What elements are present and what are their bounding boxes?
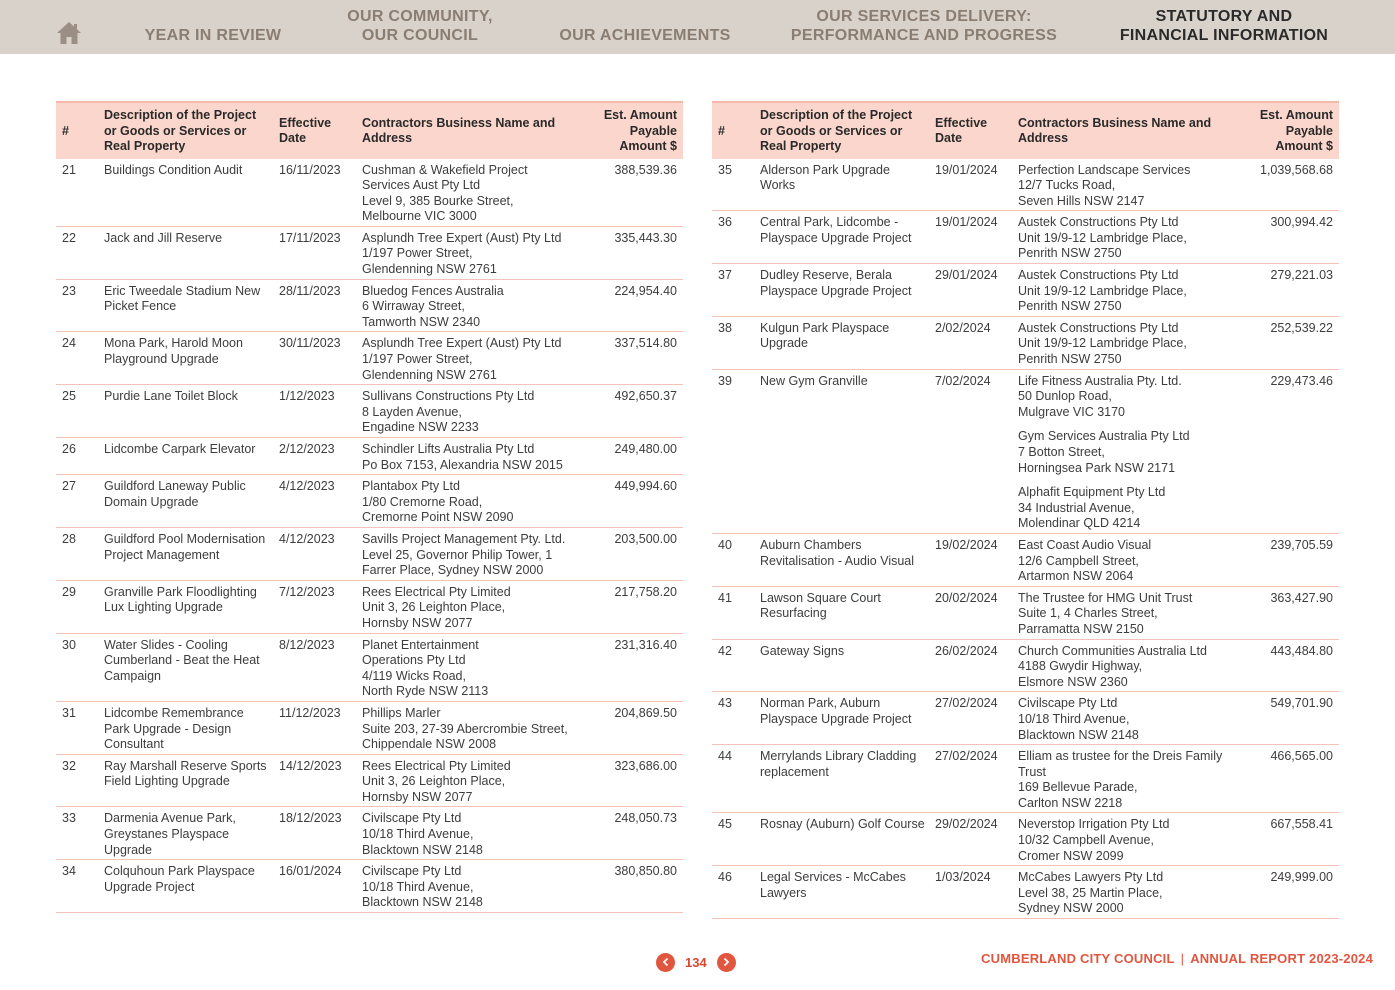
table-row <box>712 316 1339 369</box>
contractor-entry: Neverstop Irrigation Pty Ltd 10/32 Campbell Avenue, Cromer NSW 2099 <box>1018 817 1170 863</box>
row-date: 27/02/2024 <box>935 749 998 764</box>
table-row <box>56 701 683 754</box>
header-num: # <box>62 123 69 138</box>
pagination <box>656 952 736 972</box>
row-number: 29 <box>62 584 76 599</box>
row-date: 14/12/2023 <box>279 758 342 773</box>
contracts-table-right <box>712 101 1339 919</box>
row-amount: 1,039,568.68 <box>1260 162 1333 177</box>
row-date: 2/02/2024 <box>935 320 991 335</box>
row-amount: 231,316.40 <box>614 637 677 652</box>
row-contractors <box>356 754 588 807</box>
row-number: 27 <box>62 479 76 494</box>
chevron-right-icon[interactable] <box>717 953 736 972</box>
contractor-entry: Asplundh Tree Expert (Aust) Pty Ltd 1/197 Power Street, Glendenning NSW 2761 <box>362 336 562 382</box>
row-date: 20/02/2024 <box>935 590 998 605</box>
row-description: Lidcombe Carpark Elevator <box>104 442 256 456</box>
row-date: 19/02/2024 <box>935 537 998 552</box>
row-amount: 279,221.03 <box>1270 268 1333 283</box>
nav-tab-year-in-review[interactable]: YEAR IN REVIEW <box>144 27 282 44</box>
row-description: Buildings Condition Audit <box>104 162 243 177</box>
table-row <box>56 580 683 633</box>
contractor-entry: Church Communities Australia Ltd 4188 Gwydir Highway, Elsmore NSW 2360 <box>1018 643 1207 689</box>
row-number: 33 <box>62 811 76 826</box>
top-navigation <box>0 0 1395 54</box>
table-row <box>56 279 683 332</box>
row-contractors <box>356 633 588 701</box>
row-contractors <box>1012 866 1244 919</box>
table-header-row <box>56 102 683 159</box>
row-description: Legal Services - McCabes Lawyers <box>760 870 906 900</box>
row-amount: 229,473.46 <box>1270 373 1333 388</box>
table-row <box>56 633 683 701</box>
row-number: 34 <box>62 864 76 879</box>
row-contractors <box>1012 745 1244 813</box>
row-date: 27/02/2024 <box>935 696 998 711</box>
table-row <box>712 866 1339 919</box>
row-number: 36 <box>718 215 732 230</box>
row-contractors <box>356 701 588 754</box>
row-contractors <box>356 385 588 438</box>
row-amount: 224,954.40 <box>614 283 677 298</box>
table-row <box>56 527 683 580</box>
contracts-table-left <box>56 101 683 913</box>
contractor-entry: Life Fitness Australia Pty. Ltd. 50 Dunlop Road, Mulgrave VIC 3170 <box>1018 373 1182 419</box>
row-date: 18/12/2023 <box>279 811 342 826</box>
row-date: 16/11/2023 <box>279 162 341 177</box>
contractor-entry: Schindler Lifts Australia Pty Ltd Po Box 7153, Alexandria NSW 2015 <box>362 442 563 472</box>
table-row <box>712 533 1339 586</box>
row-description: Alderson Park Upgrade Works <box>760 162 890 193</box>
row-description: Guildford Laneway Public Domain Upgrade <box>104 479 246 509</box>
row-date: 28/11/2023 <box>279 283 341 298</box>
row-description: Rosnay (Auburn) Golf Course <box>760 817 925 832</box>
table-row <box>56 159 683 227</box>
row-amount: 217,758.20 <box>614 584 677 599</box>
row-amount: 363,427.90 <box>1270 590 1333 605</box>
row-description: Mona Park, Harold Moon Playground Upgrade <box>104 336 243 367</box>
contractor-entry: Savills Project Management Pty. Ltd. Level 25, Governor Philip Tower, 1 Farrer Place, Sydney NSW 2000 <box>362 531 566 578</box>
row-contractors <box>1012 211 1244 264</box>
row-amount: 300,994.42 <box>1270 215 1333 230</box>
row-description: Purdie Lane Toilet Block <box>104 389 238 404</box>
home-icon[interactable] <box>56 20 82 46</box>
row-number: 45 <box>718 817 732 832</box>
row-contractors <box>1012 159 1244 211</box>
row-date: 29/02/2024 <box>935 817 998 832</box>
council-name: CUMBERLAND CITY COUNCIL <box>981 951 1175 966</box>
row-date: 2/12/2023 <box>279 442 335 456</box>
nav-tab-statutory-financial[interactable]: STATUTORY AND FINANCIAL INFORMATION <box>1119 8 1329 44</box>
row-description: Ray Marshall Reserve Sports Field Lighting Upgrade <box>104 758 267 789</box>
row-description: Gateway Signs <box>760 643 845 658</box>
row-number: 22 <box>62 230 76 245</box>
table-row <box>712 264 1339 317</box>
row-description: Granville Park Floodlighting Lux Lighting Upgrade <box>104 584 257 615</box>
contractor-entry: Perfection Landscape Services 12/7 Tucks Road, Seven Hills NSW 2147 <box>1018 162 1191 208</box>
header-description: Description of the Project or Goods or Services or Real Property <box>104 108 257 153</box>
row-amount: 204,869.50 <box>614 705 677 720</box>
row-number: 24 <box>62 336 76 351</box>
row-amount: 249,480.00 <box>614 442 677 456</box>
row-contractors <box>1012 692 1244 745</box>
table-row <box>712 369 1339 533</box>
contractor-entry: Civilscape Pty Ltd 10/18 Third Avenue, Blacktown NSW 2148 <box>362 811 483 857</box>
row-number: 41 <box>718 590 732 605</box>
row-description: Auburn Chambers Revitalisation - Audio Visual <box>760 537 915 568</box>
contractor-entry: Phillips Marler Suite 203, 27-39 Abercrombie Street, Chippendale NSW 2008 <box>362 705 568 752</box>
row-contractors <box>356 860 588 913</box>
contractor-entry: Austek Constructions Pty Ltd Unit 19/9-12 Lambridge Place, Penrith NSW 2750 <box>1018 268 1187 314</box>
row-date: 11/12/2023 <box>279 705 341 720</box>
row-description: Dudley Reserve, Berala Playspace Upgrade Project <box>760 268 912 298</box>
row-amount: 252,539.22 <box>1270 320 1333 335</box>
page-number: 134 <box>685 954 707 970</box>
row-contractors <box>1012 533 1244 586</box>
row-description: Lidcombe Remembrance Park Upgrade - Design Consultant <box>104 705 244 752</box>
row-number: 40 <box>718 537 732 552</box>
contractor-entry: Elliam as trustee for the Dreis Family Trust 169 Bellevue Parade, Carlton NSW 2218 <box>1018 749 1223 810</box>
row-date: 1/12/2023 <box>279 389 335 404</box>
contractor-entry: Gym Services Australia Pty Ltd 7 Botton Street, Horningsea Park NSW 2171 <box>1018 429 1190 475</box>
table-row <box>56 438 683 475</box>
row-date: 19/01/2024 <box>935 162 998 177</box>
row-contractors <box>356 580 588 633</box>
row-contractors <box>356 807 588 860</box>
row-amount: 203,500.00 <box>614 531 677 546</box>
table-row <box>712 639 1339 692</box>
row-description: Colquhoun Park Playspace Upgrade Project <box>104 864 255 894</box>
row-number: 30 <box>62 637 76 652</box>
table-row <box>56 807 683 860</box>
report-title: ANNUAL REPORT 2023-2024 <box>1190 951 1373 966</box>
contractor-entry: Civilscape Pty Ltd 10/18 Third Avenue, Blacktown NSW 2148 <box>1018 696 1139 742</box>
contractor-entry: Rees Electrical Pty Limited Unit 3, 26 Leighton Place, Hornsby NSW 2077 <box>362 584 511 630</box>
header-contractor: Contractors Business Name and Address <box>362 115 556 146</box>
row-number: 43 <box>718 696 732 711</box>
brand-separator: | <box>1180 951 1185 966</box>
table-row <box>56 475 683 528</box>
table-row <box>712 745 1339 813</box>
row-contractors <box>1012 369 1244 533</box>
contractor-entry: Civilscape Pty Ltd 10/18 Third Avenue, Blacktown NSW 2148 <box>362 864 483 910</box>
row-amount: 466,565.00 <box>1270 749 1333 764</box>
row-amount: 549,701.90 <box>1270 696 1333 711</box>
row-number: 37 <box>718 268 732 283</box>
row-date: 8/12/2023 <box>279 637 335 652</box>
row-amount: 335,443.30 <box>614 230 677 245</box>
row-number: 46 <box>718 870 732 885</box>
contractor-entry: McCabes Lawyers Pty Ltd Level 38, 25 Martin Place, Sydney NSW 2000 <box>1018 870 1164 916</box>
row-date: 29/01/2024 <box>935 268 998 283</box>
contractor-entry: Alphafit Equipment Pty Ltd 34 Industrial Avenue, Molendinar QLD 4214 <box>1018 485 1166 531</box>
header-contractor: Contractors Business Name and Address <box>1018 115 1212 146</box>
row-amount: 323,686.00 <box>614 758 677 773</box>
row-number: 28 <box>62 531 76 546</box>
contractor-entry: Cushman & Wakefield Project Services Aust Pty Ltd Level 9, 385 Bourke Street, Melbourne VIC 3000 <box>362 162 528 224</box>
contractor-entry: The Trustee for HMG Unit Trust Suite 1, 4 Charles Street, Parramatta NSW 2150 <box>1018 590 1193 636</box>
row-contractors <box>356 279 588 332</box>
contractor-entry: Rees Electrical Pty Limited Unit 3, 26 Leighton Place, Hornsby NSW 2077 <box>362 758 511 804</box>
row-contractors <box>356 226 588 279</box>
table-row <box>56 754 683 807</box>
table-header-row <box>712 102 1339 159</box>
row-amount: 380,850.80 <box>614 864 677 879</box>
contractor-entry: East Coast Audio Visual 12/6 Campbell Street, Artarmon NSW 2064 <box>1018 537 1152 584</box>
row-date: 1/03/2024 <box>935 870 991 885</box>
row-date: 26/02/2024 <box>935 643 998 658</box>
row-description: Eric Tweedale Stadium New Picket Fence <box>104 283 261 314</box>
row-number: 44 <box>718 749 732 764</box>
table-row <box>56 860 683 913</box>
header-date: Effective Date <box>935 115 988 146</box>
row-contractors <box>356 527 588 580</box>
row-amount: 388,539.36 <box>614 162 677 177</box>
row-number: 21 <box>62 162 76 177</box>
nav-tab-our-services-delivery[interactable]: OUR SERVICES DELIVERY: PERFORMANCE AND PROGRESS <box>790 8 1058 44</box>
row-date: 17/11/2023 <box>279 230 341 245</box>
row-number: 35 <box>718 162 732 177</box>
row-amount: 492,650.37 <box>614 389 677 404</box>
row-description: New Gym Granville <box>760 373 868 388</box>
row-date: 19/01/2024 <box>935 215 998 230</box>
row-contractors <box>356 332 588 385</box>
row-amount: 337,514.80 <box>614 336 677 351</box>
row-amount: 239,705.59 <box>1270 537 1333 552</box>
header-description: Description of the Project or Goods or Services or Real Property <box>760 108 913 153</box>
row-description: Kulgun Park Playspace Upgrade <box>760 320 890 351</box>
contractor-entry: Bluedog Fences Australia 6 Wirraway Street, Tamworth NSW 2340 <box>362 283 504 329</box>
row-number: 32 <box>62 758 76 773</box>
table-row <box>712 813 1339 866</box>
row-number: 38 <box>718 320 732 335</box>
contractor-entry: Plantabox Pty Ltd 1/80 Cremorne Road, Cremorne Point NSW 2090 <box>362 479 514 525</box>
nav-tab-our-community[interactable]: OUR COMMUNITY, OUR COUNCIL <box>347 8 493 44</box>
table-row <box>56 332 683 385</box>
row-contractors <box>1012 586 1244 639</box>
header-date: Effective Date <box>279 115 332 146</box>
row-contractors <box>1012 813 1244 866</box>
header-amount: Est. Amount Payable Amount $ <box>603 108 677 153</box>
table-row <box>712 586 1339 639</box>
row-amount: 449,994.60 <box>614 479 677 494</box>
table-row <box>56 385 683 438</box>
row-number: 39 <box>718 373 732 388</box>
row-number: 26 <box>62 442 76 456</box>
row-description: Merrylands Library Cladding replacement <box>760 749 917 779</box>
row-description: Guildford Pool Modernisation Project Management <box>104 531 266 562</box>
row-date: 7/12/2023 <box>279 584 335 599</box>
table-row <box>712 211 1339 264</box>
table-row <box>712 159 1339 211</box>
row-number: 42 <box>718 643 732 658</box>
report-brand <box>981 951 1373 966</box>
row-contractors <box>1012 316 1244 369</box>
contractor-entry: Planet Entertainment Operations Pty Ltd 4/119 Wicks Road, North Ryde NSW 2113 <box>362 637 489 699</box>
row-description: Norman Park, Auburn Playspace Upgrade Project <box>760 696 912 726</box>
contractor-entry: Sullivans Constructions Pty Ltd 8 Layden Avenue, Engadine NSW 2233 <box>362 389 535 435</box>
row-description: Jack and Jill Reserve <box>104 230 223 245</box>
row-contractors <box>1012 639 1244 692</box>
row-contractors <box>1012 264 1244 317</box>
row-description: Darmenia Avenue Park, Greystanes Playspace Upgrade <box>104 811 236 857</box>
table-row <box>56 226 683 279</box>
contractor-entry: Austek Constructions Pty Ltd Unit 19/9-12 Lambridge Place, Penrith NSW 2750 <box>1018 215 1187 261</box>
header-num: # <box>718 123 725 138</box>
row-contractors <box>356 475 588 528</box>
row-contractors <box>356 159 588 227</box>
row-date: 30/11/2023 <box>279 336 341 351</box>
row-contractors <box>356 438 588 475</box>
row-number: 25 <box>62 389 76 404</box>
row-amount: 667,558.41 <box>1270 817 1333 832</box>
chevron-left-icon[interactable] <box>656 953 675 972</box>
row-description: Central Park, Lidcombe - Playspace Upgrade Project <box>760 215 912 245</box>
row-description: Water Slides - Cooling Cumberland - Beat the Heat Campaign <box>104 637 260 683</box>
contractor-entry: Austek Constructions Pty Ltd Unit 19/9-12 Lambridge Place, Penrith NSW 2750 <box>1018 320 1187 367</box>
row-number: 23 <box>62 283 76 298</box>
row-amount: 443,484.80 <box>1270 643 1333 658</box>
row-number: 31 <box>62 705 76 720</box>
row-date: 16/01/2024 <box>279 864 342 879</box>
header-amount: Est. Amount Payable Amount $ <box>1259 108 1333 153</box>
row-amount: 249,999.00 <box>1270 870 1333 885</box>
row-amount: 248,050.73 <box>614 811 677 826</box>
row-date: 7/02/2024 <box>935 373 991 388</box>
row-description: Lawson Square Court Resurfacing <box>760 590 881 621</box>
contractor-entry: Asplundh Tree Expert (Aust) Pty Ltd 1/197 Power Street, Glendenning NSW 2761 <box>362 230 562 277</box>
nav-tab-our-achievements[interactable]: OUR ACHIEVEMENTS <box>559 27 731 44</box>
row-date: 4/12/2023 <box>279 479 335 494</box>
row-date: 4/12/2023 <box>279 531 335 546</box>
table-row <box>712 692 1339 745</box>
